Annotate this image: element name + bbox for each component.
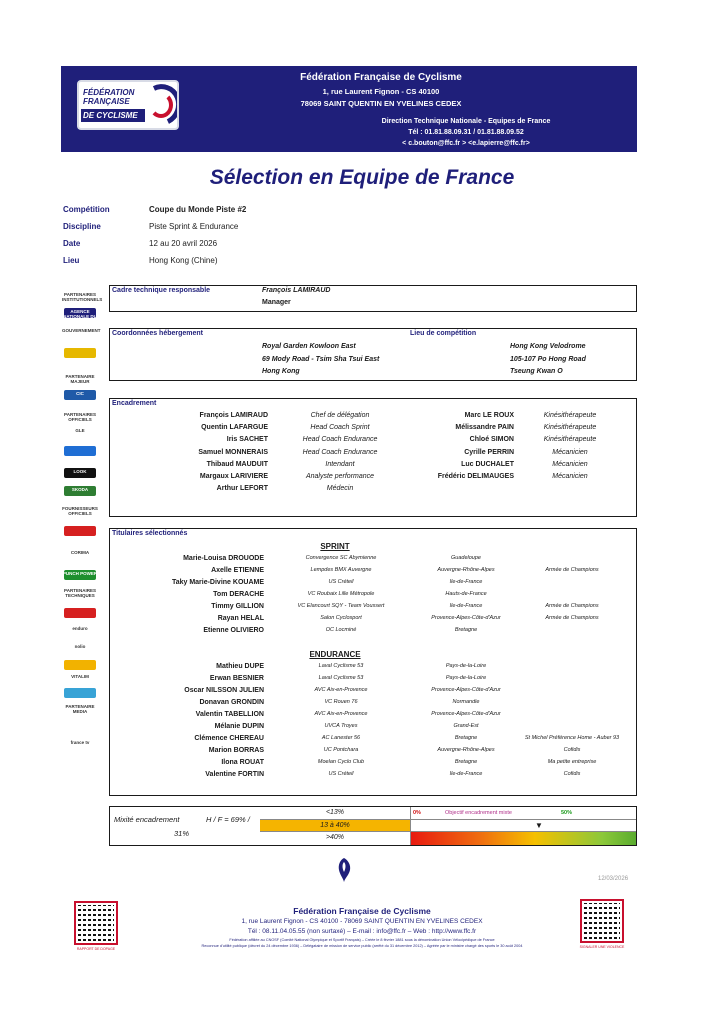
triangle-down-icon: ▼ xyxy=(535,820,543,830)
staff-role: Intendant xyxy=(325,460,355,468)
venue-line: Hong Kong Velodrome xyxy=(510,343,586,350)
athlete-region: Normandie xyxy=(452,699,480,705)
athlete-name: Oscar NILSSON JULIEN xyxy=(184,687,264,694)
athlete-name: Axelle ETIENNE xyxy=(211,567,264,574)
sponsor-logo xyxy=(64,608,96,618)
athlete-name: Mélanie DUPIN xyxy=(214,723,264,730)
mixite-grid xyxy=(260,807,636,845)
athlete-region: Ile-de-France xyxy=(449,579,483,585)
cadre-title: Cadre technique responsable xyxy=(112,287,211,294)
athlete-region: Pays-de-la-Loire xyxy=(445,663,487,669)
staff-name: Arthur LEFORT xyxy=(216,485,268,493)
athlete-row xyxy=(110,723,638,735)
athlete-club: Moelan Cyclo Club xyxy=(317,759,365,765)
staff-name: Cyrille PERRIN xyxy=(464,448,514,456)
athlete-club: Lempdes BMX Auvergne xyxy=(310,567,372,573)
ffc-logo: FÉDÉRATION FRANÇAISE DE CYCLISME xyxy=(77,80,179,130)
staff-name: Marc LE ROUX xyxy=(464,412,514,419)
athlete-row xyxy=(110,675,638,687)
staff-role: Head Coach Endurance xyxy=(302,448,378,456)
athlete-name: Timmy GILLION xyxy=(211,603,264,610)
athlete-row xyxy=(110,747,638,759)
encadrement-box xyxy=(109,398,637,517)
staff-name: François LAMIRAUD xyxy=(199,412,268,419)
staff-name: Frédéric DELIMAUGES xyxy=(437,473,514,480)
athlete-club: AC Lanester 56 xyxy=(321,735,361,741)
athlete-region: Provence-Alpes-Côte-d'Azur xyxy=(431,615,501,621)
staff-name: Luc DUCHALET xyxy=(461,460,514,468)
staff-role: Mécanicien xyxy=(552,448,588,456)
athlete-club: UVCA Troyes xyxy=(324,723,358,729)
athlete-row xyxy=(110,627,638,639)
athlete-row xyxy=(110,603,638,615)
staff-role: Kinésithérapeute xyxy=(543,424,597,432)
athlete-row xyxy=(110,555,638,567)
sponsor-label: LOOK xyxy=(73,469,87,474)
cadre-name: François LAMIRAUD xyxy=(262,287,331,294)
federation-address: 1, rue Laurent Fignon - CS 40100 xyxy=(322,87,440,96)
federation-name: Fédération Française de Cyclisme xyxy=(300,72,462,83)
coordonnees-box xyxy=(109,328,637,381)
athlete-region: Provence-Alpes-Côte-d'Azur xyxy=(431,687,501,693)
header-emails[interactable]: < c.bouton@ffc.fr > <e.lapierre@ffc.fr> xyxy=(402,140,530,147)
staff-role: Head Coach Endurance xyxy=(302,436,378,444)
athlete-name: Etienne OLIVIERO xyxy=(203,627,264,634)
staff-name: Quentin LAFARGUE xyxy=(201,424,268,432)
staff-role: Kinésithérapeute xyxy=(543,412,597,419)
hotel-line: Royal Garden Kowloon East xyxy=(262,343,356,350)
mixite-value: H / F = 69% / xyxy=(206,815,250,824)
athlete-team: Ma petite entreprise xyxy=(547,759,597,765)
athlete-region: Ile-de-France xyxy=(449,771,483,777)
athlete-region: Auvergne-Rhône-Alpes xyxy=(437,567,495,573)
qr-code-right[interactable]: SIGNALER UNE VIOLENCE xyxy=(576,895,628,951)
athlete-club: VC Roubaix Lille Métropole xyxy=(307,591,375,597)
staff-name: Mélissandre PAIN xyxy=(455,424,514,432)
athlete-name: Taky Marie-Divine KOUAME xyxy=(171,579,264,586)
sprint-heading: SPRINT xyxy=(320,542,350,551)
athlete-region: Hauts-de-France xyxy=(445,591,487,597)
mixite-gradient-bar xyxy=(410,832,636,845)
athlete-row xyxy=(110,579,638,591)
athlete-club: US Créteil xyxy=(328,579,354,585)
athlete-name: Valentine FORTIN xyxy=(205,771,264,778)
sponsor-logo xyxy=(64,526,96,536)
mixite-box xyxy=(109,806,637,846)
athlete-region: Auvergne-Rhône-Alpes xyxy=(437,747,495,753)
rooster-icon xyxy=(332,856,356,884)
sponsor-logo xyxy=(64,688,96,698)
athlete-club: Convergence SC Abymienne xyxy=(305,555,377,561)
sponsor-label: PARTENAIRES OFFICIELS xyxy=(64,412,96,422)
header-banner xyxy=(61,66,637,152)
athlete-name: Erwan BESNIER xyxy=(209,675,264,682)
athlete-team: St Michel Préférence Home - Auber 93 xyxy=(524,735,620,741)
sponsor-label: nolio xyxy=(74,644,86,649)
athlete-team: Cofidis xyxy=(563,771,581,777)
mixite-marker-row xyxy=(410,820,636,833)
athlete-row xyxy=(110,759,638,771)
athlete-row xyxy=(110,711,638,723)
mixite-label: Mixité encadrement xyxy=(114,815,180,824)
staff-name: Thibaud MAUDUIT xyxy=(206,460,268,468)
athlete-region: Provence-Alpes-Côte-d'Azur xyxy=(431,711,501,717)
mixite-threshold-low: <13% xyxy=(260,807,410,820)
athlete-region: Bretagne xyxy=(454,627,478,633)
page-title: Sélection en Equipe de France xyxy=(209,166,515,189)
sponsor-label: VITALIM xyxy=(71,674,89,679)
staff-role: Chef de délégation xyxy=(310,412,370,419)
athlete-club: US Créteil xyxy=(328,771,354,777)
titulaires-title: Titulaires sélectionnés xyxy=(112,530,188,537)
venue-line: Tseung Kwan O xyxy=(510,368,563,375)
athlete-row xyxy=(110,663,638,675)
sponsor-label: CORIMA xyxy=(70,550,90,555)
qr-icon xyxy=(584,903,620,939)
sponsor-label: PARTENAIRES INSTITUTIONNELS xyxy=(62,292,103,302)
athlete-name: Ilona ROUAT xyxy=(221,759,264,766)
footer-legal-2: Reconnue d'utilité publique (décret du 24 décembre 1936) – Délégataire de mission de service public (arrêté du 31 décembre 2012) – Agréée par le ministre chargé des sports le 30 août 2004 xyxy=(201,944,523,948)
venue-line: 105-107 Po Hong Road xyxy=(510,356,586,363)
staff-name: Margaux LARIVIERE xyxy=(199,473,268,480)
athlete-region: Grand-Est xyxy=(453,723,479,729)
sponsor-label: SKODA xyxy=(71,487,89,492)
staff-role: Médecin xyxy=(326,485,354,493)
mixite-value-pct: 31% xyxy=(174,829,190,838)
athlete-team: Cofidis xyxy=(563,747,581,753)
cadre-technique-box xyxy=(109,285,637,312)
mixite-threshold-mid: 13 à 40% xyxy=(260,820,410,833)
athlete-row xyxy=(110,567,638,579)
athlete-row xyxy=(110,615,638,627)
athlete-club: Laval Cyclisme 53 xyxy=(318,675,364,681)
coord-title: Coordonnées hébergement xyxy=(112,330,204,337)
sponsor-label: GLE xyxy=(75,428,85,433)
athlete-row xyxy=(110,591,638,603)
sponsors-column xyxy=(60,290,102,760)
header-phone: Tél : 01.81.88.09.31 / 01.81.88.09.52 xyxy=(408,129,524,136)
athlete-club: VC Elancourt SQY - Team Voussert xyxy=(297,603,385,609)
sponsor-logo xyxy=(64,348,96,358)
endurance-heading: ENDURANCE xyxy=(309,650,361,659)
staff-name: Chloé SIMON xyxy=(469,436,514,444)
sponsor-label: enduro xyxy=(72,626,88,631)
sponsor-logo xyxy=(64,446,96,456)
athlete-club: VC Rouen 76 xyxy=(324,699,358,705)
athlete-row xyxy=(110,735,638,747)
sponsor-logo xyxy=(64,660,96,670)
mixite-objective: 0% Objectif encadrement mixte 50% xyxy=(410,807,636,820)
athlete-club: OC Locminé xyxy=(325,627,357,633)
hotel-line: Hong Kong xyxy=(262,368,300,375)
athlete-name: Valentin TABELLION xyxy=(195,711,264,718)
athlete-club: UC Pontchara xyxy=(323,747,359,753)
staff-name: Samuel MONNERAIS xyxy=(198,448,268,456)
athlete-team: Armée de Champions xyxy=(545,567,599,573)
footer-legal-1: Fédération affiliée au CNOSF (Comité National Olympique et Sportif Français) – Créée le 8 février 1881 sous la dénomination Union Vélocipédique de France xyxy=(229,938,495,942)
athlete-name: Marie-Louisa DROUODE xyxy=(183,555,264,562)
athlete-name: Tom DERACHE xyxy=(213,591,264,598)
direction-technique: Direction Technique Nationale - Equipes de France xyxy=(381,118,551,125)
qr-code-left[interactable]: RAPPORT DE DOPAGE xyxy=(70,897,122,953)
federation-city: 78069 SAINT QUENTIN EN YVELINES CEDEX xyxy=(300,99,462,108)
sponsor-label: PUNCH POWER xyxy=(62,571,98,576)
sponsor-label: CIC xyxy=(76,391,84,396)
titulaires-box xyxy=(109,528,637,796)
athlete-row xyxy=(110,687,638,699)
mixite-threshold-high: >40% xyxy=(325,834,345,841)
athlete-name: Rayan HELAL xyxy=(217,615,264,622)
logo-swoosh-red-icon xyxy=(149,92,173,118)
footer-contact[interactable]: Tél : 08.11.04.05.55 (non surtaxé) – E-mail : info@ffc.fr – Web : http://www.ffc.fr xyxy=(247,928,477,935)
sponsor-label: FOURNISSEURS OFFICIELS xyxy=(62,506,98,516)
qr-icon xyxy=(78,905,114,941)
hotel-line: 69 Mody Road - Tsim Sha Tsui East xyxy=(262,356,380,363)
athlete-row xyxy=(110,699,638,711)
staff-role: Head Coach Sprint xyxy=(310,424,370,432)
sponsor-label: france tv xyxy=(70,740,90,745)
athlete-name: Clémence CHEREAU xyxy=(194,735,264,742)
athlete-name: Mathieu DUPE xyxy=(216,663,264,670)
athlete-region: Bretagne xyxy=(454,735,478,741)
athlete-name: Marion BORRAS xyxy=(208,747,264,754)
sponsor-label: GOUVERNEMENT xyxy=(62,328,101,333)
venue-title: Lieu de compétition xyxy=(410,330,477,337)
staff-role: Mécanicien xyxy=(552,473,588,480)
staff-role: Kinésithérapeute xyxy=(543,436,597,444)
footer-date: 12/03/2026 xyxy=(598,876,629,882)
athlete-club: Laval Cyclisme 53 xyxy=(318,663,364,669)
staff-role: Analyste performance xyxy=(305,473,375,480)
athlete-team: Armée de Champions xyxy=(545,615,599,621)
athlete-region: Ile-de-France xyxy=(449,603,483,609)
footer-address: 1, rue Laurent Fignon - CS 40100 - 78069 SAINT QUENTIN EN YVELINES CEDEX xyxy=(241,918,483,925)
sponsor-label: PARTENAIRE MEDIA xyxy=(65,704,95,714)
sponsor-label: PARTENAIRE MAJEUR xyxy=(65,374,95,384)
athlete-club: AVC Aix-en-Provence xyxy=(314,687,368,693)
athlete-row xyxy=(110,771,638,783)
cadre-role: Manager xyxy=(262,299,291,306)
athlete-club: AVC Aix-en-Provence xyxy=(314,711,368,717)
footer-federation-name: Fédération Française de Cyclisme xyxy=(293,906,431,916)
athlete-name: Donavan GRONDIN xyxy=(199,699,264,706)
staff-name: Iris SACHET xyxy=(226,436,268,444)
athlete-region: Pays-de-la-Loire xyxy=(445,675,487,681)
athlete-team: Armée de Champions xyxy=(545,603,599,609)
athlete-region: Bretagne xyxy=(454,759,478,765)
athlete-club: Salon Cyclosport xyxy=(320,615,362,621)
sponsor-label: AGENCE NATIONALE DU SPORT xyxy=(63,309,97,324)
encadrement-title: Encadrement xyxy=(112,400,157,407)
sponsor-label: PARTENAIRES TECHNIQUES xyxy=(64,588,96,598)
staff-role: Mécanicien xyxy=(552,460,588,468)
athlete-region: Guadeloupe xyxy=(451,555,481,561)
